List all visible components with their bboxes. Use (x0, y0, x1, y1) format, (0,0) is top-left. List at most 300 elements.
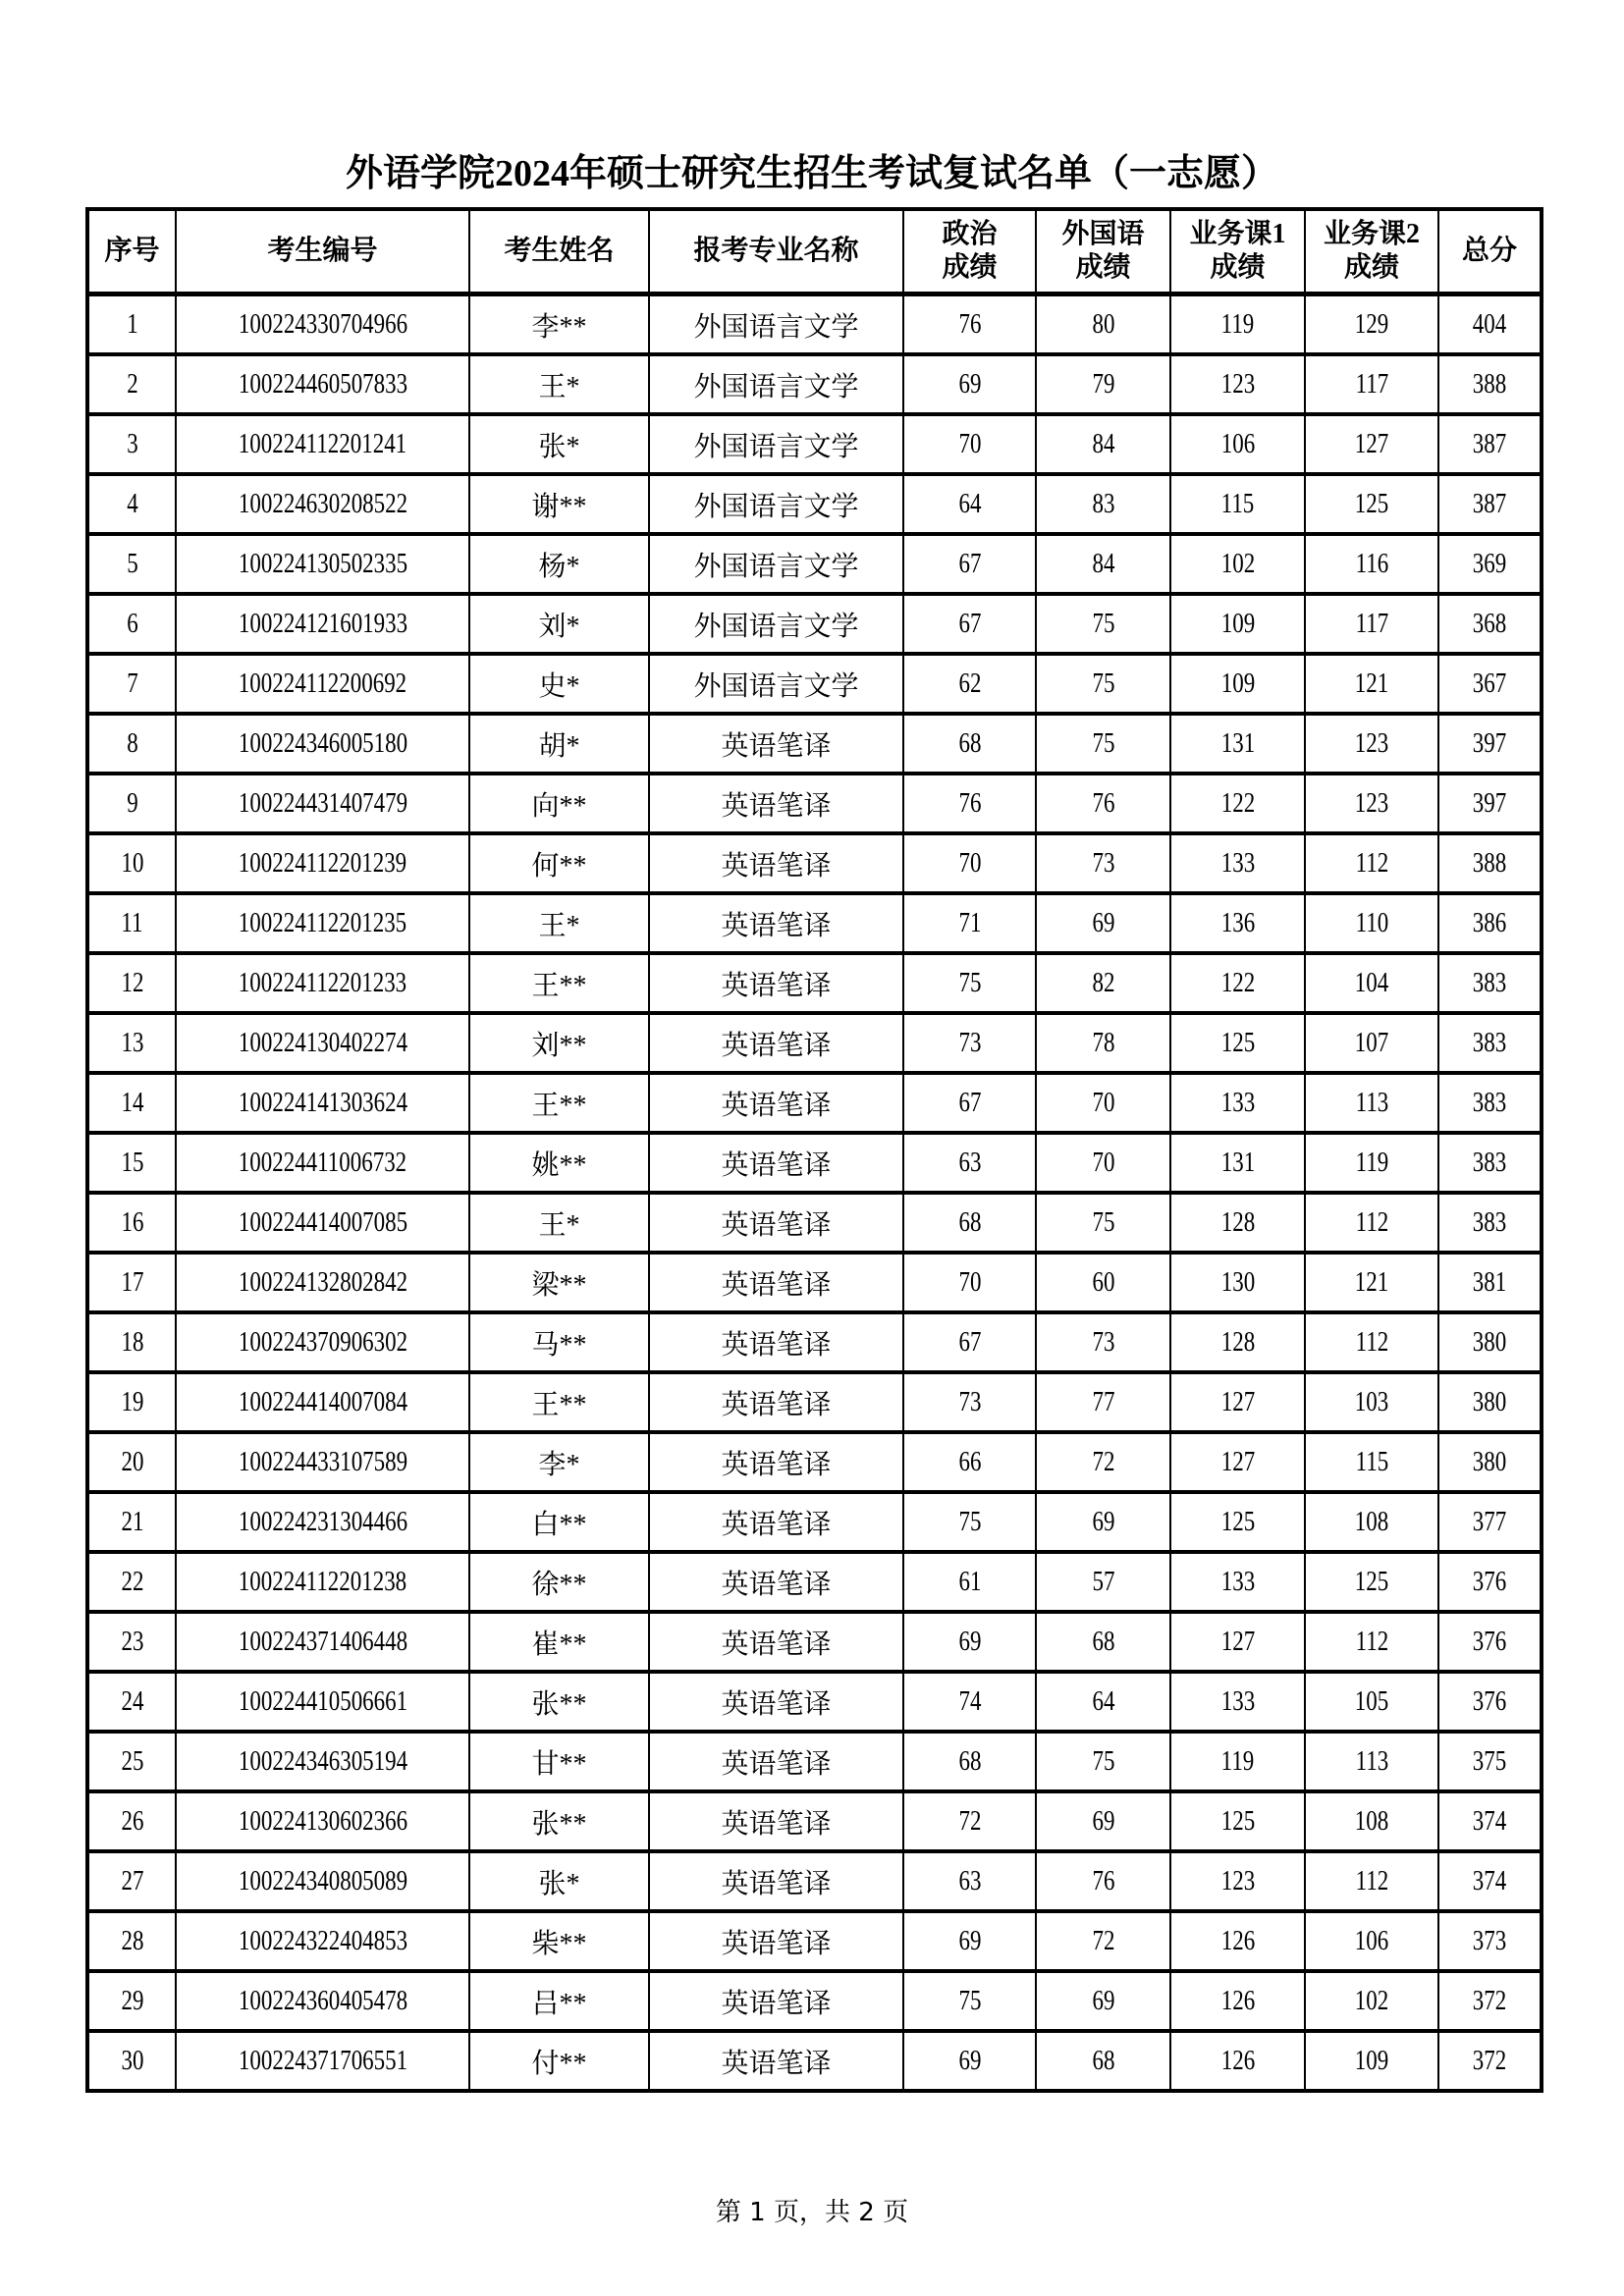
course2-score-value: 119 (1355, 1147, 1388, 1178)
cell-major (649, 1851, 903, 1911)
foreign-language-score-value: 79 (1092, 368, 1114, 400)
course2-score-value: 108 (1354, 1506, 1389, 1537)
index-value: 17 (121, 1266, 143, 1298)
cell-major (649, 714, 903, 774)
cell-course2-score (1305, 354, 1438, 414)
major-value: 英语笔译 (721, 1449, 832, 1480)
cell-major (649, 2031, 903, 2091)
course1-score-value: 123 (1220, 368, 1255, 400)
cell-course2-score (1305, 1013, 1438, 1073)
cell-total-score (1438, 1851, 1542, 1911)
total-score-value: 397 (1472, 787, 1507, 819)
cell-candidate-name (469, 774, 649, 833)
cell-candidate-id (176, 1791, 469, 1851)
cell-total-score (1438, 1911, 1542, 1971)
table-row (87, 1253, 1542, 1312)
cell-major (649, 294, 903, 355)
cell-course1-score (1170, 1492, 1305, 1552)
cell-politics-score (903, 1193, 1036, 1253)
politics-score-value: 75 (958, 1506, 981, 1537)
cell-politics-score (903, 654, 1036, 714)
politics-score-value: 68 (958, 1745, 981, 1777)
politics-score-value: 70 (958, 1266, 981, 1298)
cell-course1-score (1170, 953, 1305, 1013)
course1-score-value: 133 (1220, 1087, 1255, 1118)
cell-candidate-id (176, 1372, 469, 1432)
cell-total-score (1438, 1312, 1542, 1372)
index-value: 29 (121, 1985, 143, 2016)
table-row (87, 594, 1542, 654)
column-header-line1: 报考专业名称 (693, 236, 859, 266)
cell-candidate-name (469, 534, 649, 594)
course2-score-value: 112 (1355, 1626, 1388, 1657)
total-score-value: 373 (1472, 1925, 1507, 1956)
cell-course1-score (1170, 1432, 1305, 1492)
total-score-value: 368 (1472, 608, 1507, 639)
major-value: 英语笔译 (721, 850, 832, 881)
candidate-name-value: 吕** (531, 1988, 587, 2019)
candidate-name-value: 张* (538, 1868, 580, 1899)
cell-candidate-name (469, 1971, 649, 2031)
cell-index (87, 354, 176, 414)
course1-score-value: 109 (1220, 667, 1255, 699)
cell-candidate-id (176, 1013, 469, 1073)
course1-score-value: 102 (1220, 548, 1255, 579)
column-header-line2: 成绩 (1075, 252, 1131, 283)
total-score-value: 388 (1472, 847, 1507, 879)
cell-candidate-id (176, 714, 469, 774)
candidate-id-value: 100224132802842 (238, 1266, 407, 1298)
total-score-value: 387 (1472, 488, 1507, 519)
cell-course2-score (1305, 1672, 1438, 1732)
foreign-language-score-value: 68 (1092, 2045, 1114, 2076)
major-value: 英语笔译 (721, 730, 832, 762)
total-score-value: 377 (1472, 1506, 1507, 1537)
candidate-id-value: 100224460507833 (238, 368, 407, 400)
cell-course2-score (1305, 893, 1438, 953)
politics-score-value: 68 (958, 1206, 981, 1238)
major-value: 英语笔译 (721, 1988, 832, 2019)
cell-foreign-language-score (1036, 1672, 1170, 1732)
total-score-value: 388 (1472, 368, 1507, 400)
table-row (87, 354, 1542, 414)
cell-candidate-name (469, 1732, 649, 1791)
cell-foreign-language-score (1036, 2031, 1170, 2091)
cell-politics-score (903, 1672, 1036, 1732)
cell-course1-score (1170, 1372, 1305, 1432)
candidate-id-value: 100224431407479 (238, 787, 407, 819)
column-header-line1: 考生编号 (267, 236, 378, 266)
course2-score-value: 113 (1355, 1745, 1388, 1777)
cell-candidate-name (469, 1312, 649, 1372)
candidate-name-value: 谢** (531, 491, 587, 522)
cell-course1-score (1170, 1133, 1305, 1193)
politics-score-value: 62 (958, 667, 981, 699)
candidate-id-value: 100224112201235 (238, 907, 407, 938)
cell-total-score (1438, 1672, 1542, 1732)
candidate-name-value: 张** (531, 1688, 587, 1720)
cell-course2-score (1305, 1732, 1438, 1791)
cell-politics-score (903, 1133, 1036, 1193)
cell-candidate-name (469, 1193, 649, 1253)
column-header-course1-score (1170, 209, 1305, 294)
candidate-id-value: 100224414007085 (238, 1206, 407, 1238)
politics-score-value: 76 (958, 787, 981, 819)
cell-course2-score (1305, 2031, 1438, 2091)
foreign-language-score-value: 75 (1092, 727, 1114, 759)
index-value: 21 (121, 1506, 143, 1537)
cell-index (87, 1253, 176, 1312)
candidate-id-value: 100224130402274 (238, 1027, 407, 1058)
cell-course2-score (1305, 1552, 1438, 1612)
candidate-id-value: 100224340805089 (238, 1865, 407, 1896)
cell-index (87, 1552, 176, 1612)
candidate-id-value: 100224630208522 (238, 488, 407, 519)
cell-foreign-language-score (1036, 1312, 1170, 1372)
table-row (87, 714, 1542, 774)
total-score-value: 383 (1472, 1206, 1507, 1238)
politics-score-value: 61 (958, 1566, 981, 1597)
major-value: 英语笔译 (721, 1928, 832, 1959)
cell-index (87, 1911, 176, 1971)
cell-foreign-language-score (1036, 1073, 1170, 1133)
foreign-language-score-value: 72 (1092, 1925, 1114, 1956)
cell-foreign-language-score (1036, 1432, 1170, 1492)
major-value: 英语笔译 (721, 1090, 832, 1121)
cell-candidate-id (176, 1612, 469, 1672)
foreign-language-score-value: 83 (1092, 488, 1114, 519)
candidate-id-value: 100224112201241 (238, 428, 407, 459)
candidate-id-value: 100224414007084 (238, 1386, 407, 1417)
cell-course2-score (1305, 294, 1438, 355)
candidate-name-value: 王* (538, 371, 580, 402)
cell-candidate-name (469, 714, 649, 774)
total-score-value: 383 (1472, 1087, 1507, 1118)
cell-course1-score (1170, 354, 1305, 414)
candidate-id-value: 100224121601933 (238, 608, 407, 639)
course2-score-value: 108 (1354, 1805, 1389, 1837)
cell-major (649, 1013, 903, 1073)
major-value: 英语笔译 (721, 790, 832, 822)
cell-candidate-name (469, 1133, 649, 1193)
cell-major (649, 1372, 903, 1432)
cell-foreign-language-score (1036, 414, 1170, 474)
index-value: 13 (121, 1027, 143, 1058)
cell-major (649, 1672, 903, 1732)
cell-course1-score (1170, 1911, 1305, 1971)
index-value: 12 (121, 967, 143, 998)
table-row (87, 534, 1542, 594)
candidate-name-value: 张* (538, 431, 580, 462)
table-row (87, 1372, 1542, 1432)
column-header-course2-score (1305, 209, 1438, 294)
politics-score-value: 75 (958, 967, 981, 998)
cell-politics-score (903, 1013, 1036, 1073)
index-value: 23 (121, 1626, 143, 1657)
cell-candidate-id (176, 474, 469, 534)
cell-candidate-id (176, 1732, 469, 1791)
total-score-value: 374 (1472, 1805, 1507, 1837)
cell-major (649, 1911, 903, 1971)
cell-total-score (1438, 1193, 1542, 1253)
cell-total-score (1438, 2031, 1542, 2091)
cell-index (87, 1193, 176, 1253)
cell-major (649, 1312, 903, 1372)
candidate-id-value: 100224130602366 (238, 1805, 407, 1837)
total-score-value: 387 (1472, 428, 1507, 459)
candidate-id-value: 100224346305194 (238, 1745, 407, 1777)
course1-score-value: 126 (1220, 1925, 1255, 1956)
foreign-language-score-value: 70 (1092, 1147, 1114, 1178)
course1-score-value: 136 (1220, 907, 1255, 938)
total-score-value: 383 (1472, 967, 1507, 998)
major-value: 英语笔译 (721, 1808, 832, 1840)
cell-politics-score (903, 1372, 1036, 1432)
foreign-language-score-value: 75 (1092, 1745, 1114, 1777)
cell-index (87, 1971, 176, 2031)
cell-politics-score (903, 414, 1036, 474)
cell-index (87, 594, 176, 654)
cell-candidate-id (176, 1672, 469, 1732)
cell-candidate-name (469, 594, 649, 654)
cell-total-score (1438, 1791, 1542, 1851)
column-header-line1: 业务课2 (1323, 219, 1420, 249)
cell-politics-score (903, 474, 1036, 534)
candidate-name-value: 柴** (531, 1928, 587, 1959)
cell-candidate-id (176, 833, 469, 893)
cell-candidate-id (176, 1971, 469, 2031)
course1-score-value: 119 (1220, 308, 1255, 340)
cell-politics-score (903, 1073, 1036, 1133)
course1-score-value: 128 (1220, 1206, 1255, 1238)
major-value: 英语笔译 (721, 1149, 832, 1181)
cell-course1-score (1170, 833, 1305, 893)
total-score-value: 376 (1472, 1566, 1507, 1597)
foreign-language-score-value: 82 (1092, 967, 1114, 998)
politics-score-value: 72 (958, 1805, 981, 1837)
course2-score-value: 102 (1354, 1985, 1389, 2016)
foreign-language-score-value: 64 (1092, 1685, 1114, 1717)
cell-major (649, 414, 903, 474)
cell-index (87, 833, 176, 893)
cell-course1-score (1170, 1612, 1305, 1672)
course2-score-value: 116 (1355, 548, 1388, 579)
cell-major (649, 1253, 903, 1312)
major-value: 英语笔译 (721, 970, 832, 1001)
index-value: 10 (121, 847, 143, 879)
cell-foreign-language-score (1036, 594, 1170, 654)
candidate-id-value: 100224346005180 (238, 727, 407, 759)
total-score-value: 372 (1472, 2045, 1507, 2076)
index-value: 26 (121, 1805, 143, 1837)
index-value: 8 (126, 727, 138, 759)
index-value: 6 (126, 608, 138, 639)
cell-total-score (1438, 1372, 1542, 1432)
total-score-value: 372 (1472, 1985, 1507, 2016)
cell-index (87, 1133, 176, 1193)
major-value: 英语笔译 (721, 1389, 832, 1420)
politics-score-value: 68 (958, 727, 981, 759)
course1-score-value: 133 (1220, 1566, 1255, 1597)
cell-course1-score (1170, 1732, 1305, 1791)
index-value: 7 (126, 667, 138, 699)
cell-candidate-id (176, 1193, 469, 1253)
cell-candidate-id (176, 1253, 469, 1312)
cell-course2-score (1305, 953, 1438, 1013)
course1-score-value: 123 (1220, 1865, 1255, 1896)
course2-score-value: 107 (1354, 1027, 1389, 1058)
foreign-language-score-value: 75 (1092, 667, 1114, 699)
cell-total-score (1438, 1253, 1542, 1312)
major-value: 英语笔译 (721, 1269, 832, 1301)
candidate-name-value: 王** (531, 1090, 587, 1121)
cell-foreign-language-score (1036, 1612, 1170, 1672)
table-row (87, 1851, 1542, 1911)
foreign-language-score-value: 80 (1092, 308, 1114, 340)
index-value: 14 (121, 1087, 143, 1118)
politics-score-value: 67 (958, 1087, 981, 1118)
candidate-name-value: 李* (538, 1449, 580, 1480)
cell-course1-score (1170, 1791, 1305, 1851)
foreign-language-score-value: 75 (1092, 1206, 1114, 1238)
cell-course2-score (1305, 1612, 1438, 1672)
candidate-name-value: 崔** (531, 1629, 587, 1660)
cell-index (87, 1851, 176, 1911)
course2-score-value: 113 (1355, 1087, 1388, 1118)
cell-politics-score (903, 1253, 1036, 1312)
cell-candidate-name (469, 1911, 649, 1971)
cell-foreign-language-score (1036, 294, 1170, 355)
cell-index (87, 1372, 176, 1432)
index-value: 28 (121, 1925, 143, 1956)
table-row (87, 2031, 1542, 2091)
cell-major (649, 354, 903, 414)
cell-total-score (1438, 893, 1542, 953)
cell-politics-score (903, 1612, 1036, 1672)
cell-politics-score (903, 1312, 1036, 1372)
cell-course2-score (1305, 1133, 1438, 1193)
cell-major (649, 594, 903, 654)
course1-score-value: 131 (1220, 727, 1255, 759)
major-value: 英语笔译 (721, 1748, 832, 1780)
cell-foreign-language-score (1036, 1492, 1170, 1552)
total-score-value: 376 (1472, 1626, 1507, 1657)
major-value: 英语笔译 (721, 1209, 832, 1241)
cell-course1-score (1170, 1971, 1305, 2031)
cell-total-score (1438, 1732, 1542, 1791)
cell-foreign-language-score (1036, 1971, 1170, 2031)
cell-politics-score (903, 1732, 1036, 1791)
foreign-language-score-value: 75 (1092, 608, 1114, 639)
cell-candidate-id (176, 1851, 469, 1911)
table-row (87, 1911, 1542, 1971)
candidate-id-value: 100224141303624 (238, 1087, 407, 1118)
cell-foreign-language-score (1036, 354, 1170, 414)
index-value: 27 (121, 1865, 143, 1896)
cell-course1-score (1170, 654, 1305, 714)
cell-total-score (1438, 1971, 1542, 2031)
cell-course2-score (1305, 1312, 1438, 1372)
cell-foreign-language-score (1036, 774, 1170, 833)
cell-course2-score (1305, 414, 1438, 474)
foreign-language-score-value: 84 (1092, 428, 1114, 459)
index-value: 15 (121, 1147, 143, 1178)
cell-course2-score (1305, 1372, 1438, 1432)
cell-politics-score (903, 893, 1036, 953)
cell-course1-score (1170, 714, 1305, 774)
table-row (87, 1732, 1542, 1791)
cell-foreign-language-score (1036, 474, 1170, 534)
cell-total-score (1438, 774, 1542, 833)
total-score-value: 381 (1472, 1266, 1507, 1298)
cell-candidate-name (469, 833, 649, 893)
course2-score-value: 121 (1354, 667, 1389, 699)
cell-total-score (1438, 1073, 1542, 1133)
candidate-name-value: 胡* (538, 730, 580, 762)
cell-candidate-name (469, 474, 649, 534)
major-value: 外国语言文学 (693, 371, 859, 402)
politics-score-value: 64 (958, 488, 981, 519)
cell-course2-score (1305, 594, 1438, 654)
course2-score-value: 105 (1354, 1685, 1389, 1717)
major-value: 外国语言文学 (693, 491, 859, 522)
column-header-line2: 成绩 (1343, 252, 1399, 283)
cell-foreign-language-score (1036, 1851, 1170, 1911)
politics-score-value: 70 (958, 847, 981, 879)
cell-course1-score (1170, 474, 1305, 534)
cell-foreign-language-score (1036, 1013, 1170, 1073)
politics-score-value: 76 (958, 308, 981, 340)
column-header-line2: 成绩 (942, 252, 998, 283)
course2-score-value: 103 (1354, 1386, 1389, 1417)
candidate-name-value: 付** (531, 2048, 587, 2079)
column-header-line1: 业务课1 (1189, 219, 1286, 249)
cell-candidate-id (176, 294, 469, 355)
cell-index (87, 774, 176, 833)
table-row (87, 1193, 1542, 1253)
index-value: 11 (121, 907, 143, 938)
candidate-id-value: 100224130502335 (238, 548, 407, 579)
total-score-value: 383 (1472, 1027, 1507, 1058)
candidate-id-value: 100224231304466 (238, 1506, 407, 1537)
cell-major (649, 893, 903, 953)
index-value: 30 (121, 2045, 143, 2076)
major-value: 英语笔译 (721, 1868, 832, 1899)
candidate-id-value: 100224433107589 (238, 1446, 407, 1477)
cell-candidate-id (176, 414, 469, 474)
cell-index (87, 953, 176, 1013)
total-score-value: 397 (1472, 727, 1507, 759)
index-value: 16 (121, 1206, 143, 1238)
course1-score-value: 126 (1220, 1985, 1255, 2016)
cell-index (87, 2031, 176, 2091)
course1-score-value: 122 (1220, 787, 1255, 819)
cell-course1-score (1170, 1312, 1305, 1372)
course1-score-value: 133 (1220, 847, 1255, 879)
cell-politics-score (903, 833, 1036, 893)
cell-course2-score (1305, 1432, 1438, 1492)
candidate-name-value: 刘* (538, 611, 580, 642)
cell-course2-score (1305, 1492, 1438, 1552)
index-value: 22 (121, 1566, 143, 1597)
candidate-id-value: 100224112201239 (238, 847, 407, 879)
cell-foreign-language-score (1036, 1253, 1170, 1312)
cell-candidate-name (469, 1851, 649, 1911)
cell-foreign-language-score (1036, 1732, 1170, 1791)
candidate-name-value: 白** (531, 1509, 587, 1540)
cell-candidate-id (176, 534, 469, 594)
cell-major (649, 654, 903, 714)
